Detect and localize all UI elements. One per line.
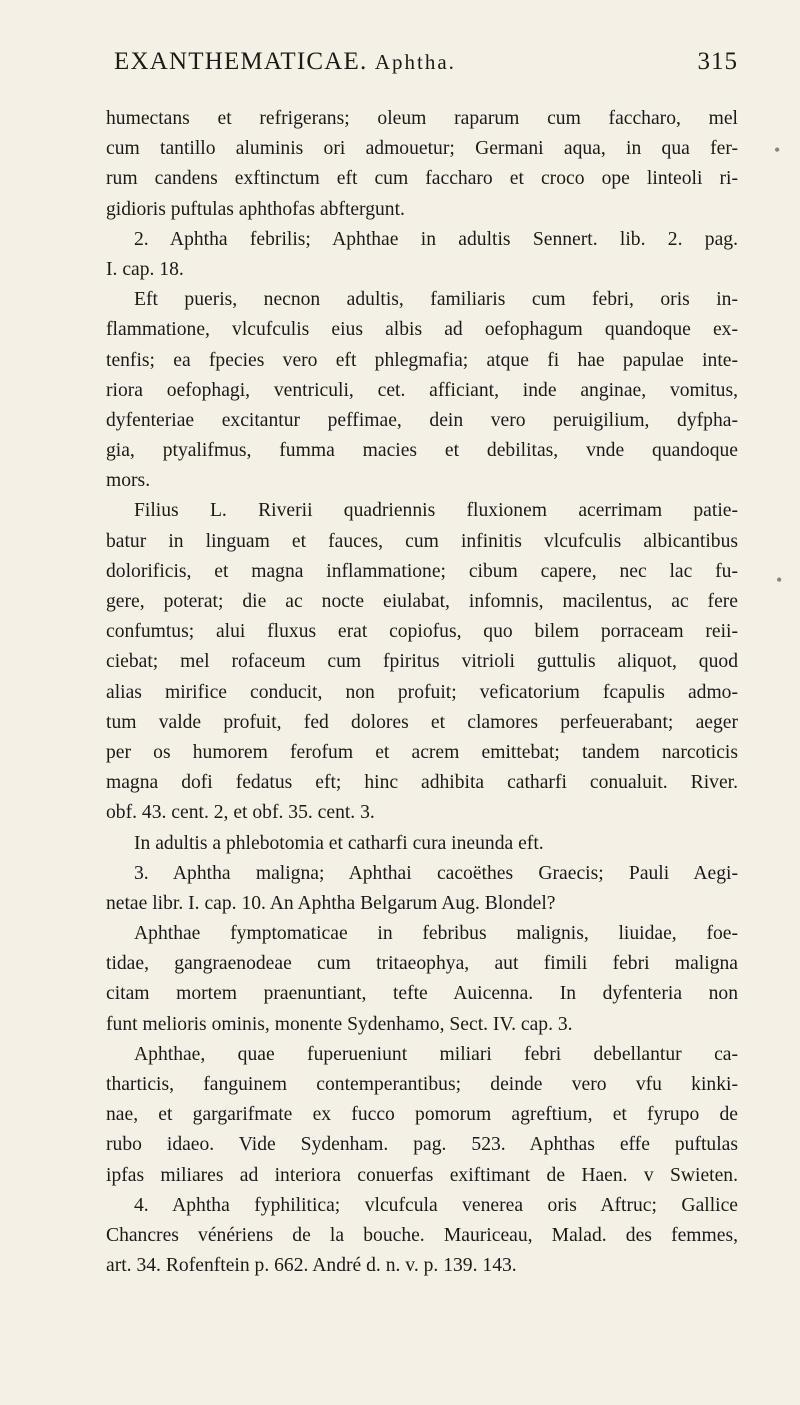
running-title: EXANTHEMATICAE. Aphtha.	[114, 48, 456, 75]
running-subtitle: Aphtha.	[374, 50, 456, 74]
text-line: art. 34. Rofenftein p. 662. André d. n. v. p. 139. 143.	[106, 1255, 517, 1277]
text-line: dyfenteriae excitantur peffimae, dein vero peruigilium, dyfpha-	[106, 409, 738, 431]
text-line: tidae, gangraenodeae cum tritaeophya, aut fimili febri maligna	[106, 953, 738, 975]
text-line: gidioris puftulas aphthofas abftergunt.	[106, 198, 405, 220]
text-line: netae libr. I. cap. 10. An Aphtha Belgarum Aug. Blondel?	[106, 892, 556, 914]
page-number: 315	[697, 48, 738, 75]
text-line: Filius L. Riverii quadriennis fluxionem acerrimam patie-	[134, 500, 738, 522]
text-line: per os humorem ferofum et acrem emittebat; tandem narcoticis	[106, 741, 738, 763]
text-line: tharticis, fanguinem contemperantibus; deinde vero vfu kinki-	[106, 1074, 738, 1095]
text-line: obf. 43. cent. 2, et obf. 35. cent. 3.	[106, 802, 375, 824]
text-line: mors.	[106, 470, 151, 492]
text-line: funt melioris ominis, monente Sydenhamo, Sect. IV. cap. 3.	[106, 1013, 573, 1035]
text-line: rum candens exftinctum eft cum faccharo et croco ope linteoli ri-	[106, 168, 738, 190]
running-head	[114, 48, 738, 82]
body-text	[106, 104, 738, 1281]
text-line: tenfis; ea fpecies vero eft phlegmafia; atque fi hae papulae inte-	[106, 349, 738, 371]
margin-dot: •	[774, 140, 781, 160]
text-line: ipfas miliares ad interiora conuerfas exiftimant de Haen. v Swieten.	[106, 1164, 738, 1186]
margin-dot: •	[776, 570, 783, 590]
text-line: I. cap. 18.	[106, 258, 184, 280]
text-line: Chancres vénériens de la bouche. Mauriceau, Malad. des femmes,	[106, 1224, 738, 1246]
text-line: tum valde profuit, fed dolores et clamores perfeuerabant; aeger	[106, 711, 738, 733]
text-line: riora oefophagi, ventriculi, cet. afficiant, inde anginae, vomitus,	[106, 379, 738, 401]
text-line: ciebat; mel rofaceum cum fpiritus vitrioli guttulis aliquot, quod	[106, 651, 738, 673]
text-line: In adultis a phlebotomia et catharfi cura ineunda eft.	[134, 832, 544, 854]
text-line: alias mirifice conducit, non profuit; veficatorium fcapulis admo-	[106, 681, 738, 703]
text-line: Eft pueris, necnon adultis, familiaris cum febri, oris in-	[134, 289, 738, 311]
text-line: humectans et refrigerans; oleum raparum cum faccharo, mel	[106, 108, 738, 129]
text-line: batur in linguam et fauces, cum infinitis vlcufculis albicantibus	[106, 530, 738, 552]
text-line: magna dofi fedatus eft; hinc adhibita catharfi conualuit. River.	[106, 772, 738, 794]
text-line: gere, poterat; die ac nocte eiulabat, infomnis, macilentus, ac fere	[106, 591, 738, 612]
text-line: 4. Aphtha fyphilitica; vlcufcula venerea oris Aftruc; Gallice	[134, 1194, 738, 1216]
text-line: nae, et gargarifmate ex fucco pomorum agreftium, et fyrupo de	[106, 1104, 738, 1126]
text-line: confumtus; alui fluxus erat copiofus, quo bilem porraceam reii-	[106, 621, 738, 643]
text-line: citam mortem praenuntiant, tefte Auicenna. In dyfenteria non	[106, 983, 738, 1005]
text-line: 3. Aphtha maligna; Aphthai cacoëthes Graecis; Pauli Aegi-	[134, 862, 738, 884]
text-line: cum tantillo aluminis ori admouetur; Germani aqua, in qua fer-	[106, 138, 738, 160]
text-line: rubo idaeo. Vide Sydenham. pag. 523. Aphthas effe puftulas	[106, 1134, 738, 1156]
text-line: flammatione, vlcufculis eius albis ad oefophagum quandoque ex-	[106, 319, 738, 341]
text-line: dolorificis, et magna inflammatione; cibum capere, nec lac fu-	[106, 560, 738, 582]
text-line: Aphthae fymptomaticae in febribus malignis, liuidae, foe-	[134, 923, 738, 945]
text-line: Aphthae, quae fuperueniunt miliari febri debellantur ca-	[134, 1043, 738, 1065]
text-line: gia, ptyalifmus, fumma macies et debilitas, vnde quandoque	[106, 440, 738, 462]
text-line: 2. Aphtha febrilis; Aphthae in adultis Sennert. lib. 2. pag.	[134, 228, 738, 250]
